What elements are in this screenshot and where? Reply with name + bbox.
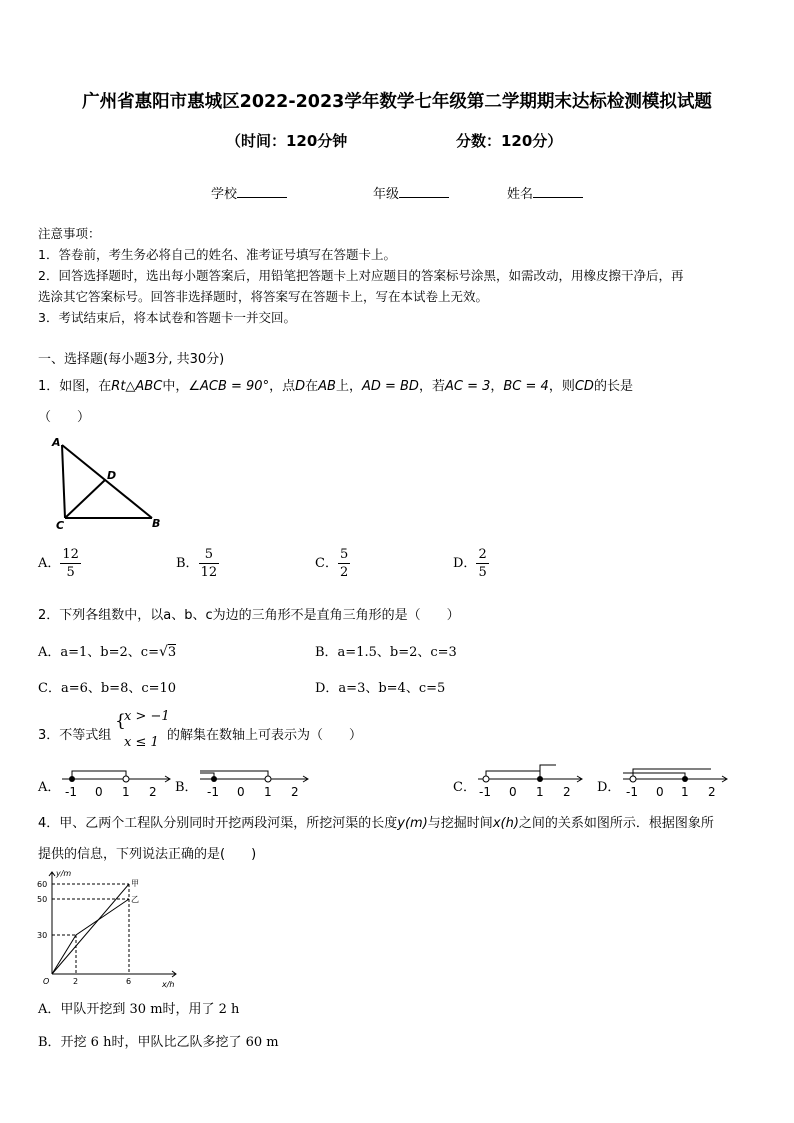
- section-heading: 一、选择题(每小题3分, 共30分): [38, 352, 225, 367]
- q4-stem-line2: 提供的信息，下列说法正确的是( ): [38, 847, 257, 862]
- svg-text:-1: -1: [479, 785, 491, 799]
- svg-text:1: 1: [122, 785, 130, 799]
- q2-stem: 2．下列各组数中，以a、b、c为边的三角形不是直角三角形的是（ ）: [38, 608, 460, 623]
- grade-field: [373, 183, 449, 202]
- svg-text:1: 1: [536, 785, 544, 799]
- q1-triangle-figure: [48, 434, 178, 534]
- q4-option-b[interactable]: B．开挖 6 h时，甲队比乙队多挖了 60 m: [38, 1035, 279, 1050]
- note-3: 3．考试结束后，将本试卷和答题卡一并交回。: [38, 310, 296, 325]
- segment-cd: [65, 480, 105, 518]
- svg-text:0: 0: [509, 785, 517, 799]
- q1-answer-paren: （ ）: [38, 410, 91, 425]
- svg-text:-1: -1: [65, 785, 77, 799]
- svg-text:2: 2: [149, 785, 157, 799]
- q3-option-b-numberline[interactable]: [196, 760, 316, 802]
- svg-text:1: 1: [681, 785, 689, 799]
- svg-text:0: 0: [237, 785, 245, 799]
- svg-text:2: 2: [708, 785, 716, 799]
- svg-text:y/m: y/m: [56, 869, 72, 878]
- school-blank: [237, 185, 287, 198]
- svg-text:60: 60: [37, 880, 48, 889]
- svg-text:-1: -1: [626, 785, 638, 799]
- q3-option-c-label[interactable]: C．: [453, 780, 476, 795]
- svg-text:O: O: [43, 977, 50, 986]
- svg-text:x/h: x/h: [162, 980, 175, 989]
- svg-text:2: 2: [73, 977, 79, 986]
- q1-option-a[interactable]: A． $\frac{12}{5}$: [38, 547, 79, 580]
- school-label: 学校: [211, 187, 238, 202]
- q3-stem-pre: 3．不等式组: [38, 728, 112, 743]
- svg-text:6: 6: [126, 977, 132, 986]
- q1-option-d[interactable]: D． $\frac{2}{5}$: [453, 547, 487, 580]
- label-c: C: [56, 519, 65, 532]
- name-field: [507, 183, 583, 202]
- svg-text:-1: -1: [207, 785, 219, 799]
- svg-text:2: 2: [291, 785, 299, 799]
- grade-blank: [399, 185, 449, 198]
- line-jia: [52, 884, 129, 974]
- svg-text:30: 30: [37, 931, 48, 940]
- q3-inequality-1: x > −1: [124, 709, 170, 724]
- q3-stem-post: 的解集在数轴上可表示为（ ）: [167, 728, 363, 743]
- notes-heading: 注意事项：: [38, 226, 101, 241]
- q3-option-c-numberline[interactable]: [474, 760, 589, 802]
- line-yi: [52, 899, 129, 974]
- q3-brace: {: [115, 711, 126, 731]
- note-1: 1．答卷前，考生务必将自己的姓名、准考证号填写在答题卡上。: [38, 247, 396, 262]
- side-ac: [62, 445, 65, 518]
- exam-score: 分数：120分）: [456, 132, 563, 150]
- q3-option-a-numberline[interactable]: [58, 760, 178, 802]
- svg-text:1: 1: [264, 785, 272, 799]
- svg-text:甲: 甲: [131, 879, 139, 888]
- grade-label: 年级: [373, 187, 400, 202]
- school-field: [211, 183, 287, 202]
- q3-inequality-2: x ≤ 1: [124, 735, 159, 750]
- point-neg1: [69, 776, 75, 782]
- q4-graph: [34, 866, 184, 990]
- q4-stem-line1: 4．甲、乙两个工程队分别同时开挖两段河渠，所挖河渠的长度y(m)与挖掘时间x(h)之间的关系如图所示．根据图象所: [38, 816, 714, 831]
- q2-option-b[interactable]: B．a=1.5、b=2、c=3: [315, 645, 457, 660]
- note-2b: 选涂其它答案标号。回答非选择题时，将答案写在答题卡上，写在本试卷上无效。: [38, 289, 489, 304]
- q3-option-a-label[interactable]: A．: [38, 780, 61, 795]
- label-d: D: [107, 469, 117, 482]
- q3-option-d-label[interactable]: D．: [597, 780, 621, 795]
- svg-text:2: 2: [563, 785, 571, 799]
- q4-option-a[interactable]: A．甲队开挖到 30 m时，用了 2 h: [38, 1002, 240, 1017]
- note-2a: 2．回答选择题时，选出每小题答案后，用铅笔把答题卡上对应题目的答案标号涂黑，如需改动，用橡皮擦干净后，再: [38, 268, 684, 283]
- label-a: A: [52, 436, 61, 449]
- q1-option-c[interactable]: C． $\frac{5}{2}$: [315, 547, 349, 580]
- q2-option-c[interactable]: C．a=6、b=8、c=10: [38, 681, 177, 696]
- q2-option-d[interactable]: D．a=3、b=4、c=5: [315, 681, 446, 696]
- q1-stem: 1．如图，在Rt△ABC中，∠ACB = 90°，点D在AB上，AD = BD，若AC = 3，BC = 4，则CD的长是: [38, 379, 633, 394]
- exam-time: （时间：120分钟: [226, 132, 348, 150]
- q1-option-b[interactable]: B． $\frac{5}{12}$: [176, 547, 218, 580]
- page-title: 广州省惠阳市惠城区2022-2023学年数学七年级第二学期期末达标检测模拟试题: [82, 92, 712, 112]
- svg-text:乙: 乙: [131, 895, 139, 904]
- label-b: B: [152, 517, 161, 530]
- svg-text:0: 0: [656, 785, 664, 799]
- svg-text:50: 50: [37, 895, 48, 904]
- svg-text:0: 0: [95, 785, 103, 799]
- point-1: [123, 776, 129, 782]
- q3-option-d-numberline[interactable]: [619, 760, 734, 802]
- q2-option-a[interactable]: A．a=1、b=2、c=√3: [38, 644, 177, 660]
- name-blank: [533, 185, 583, 198]
- name-label: 姓名: [507, 187, 534, 202]
- q3-option-b-label[interactable]: B．: [175, 780, 198, 795]
